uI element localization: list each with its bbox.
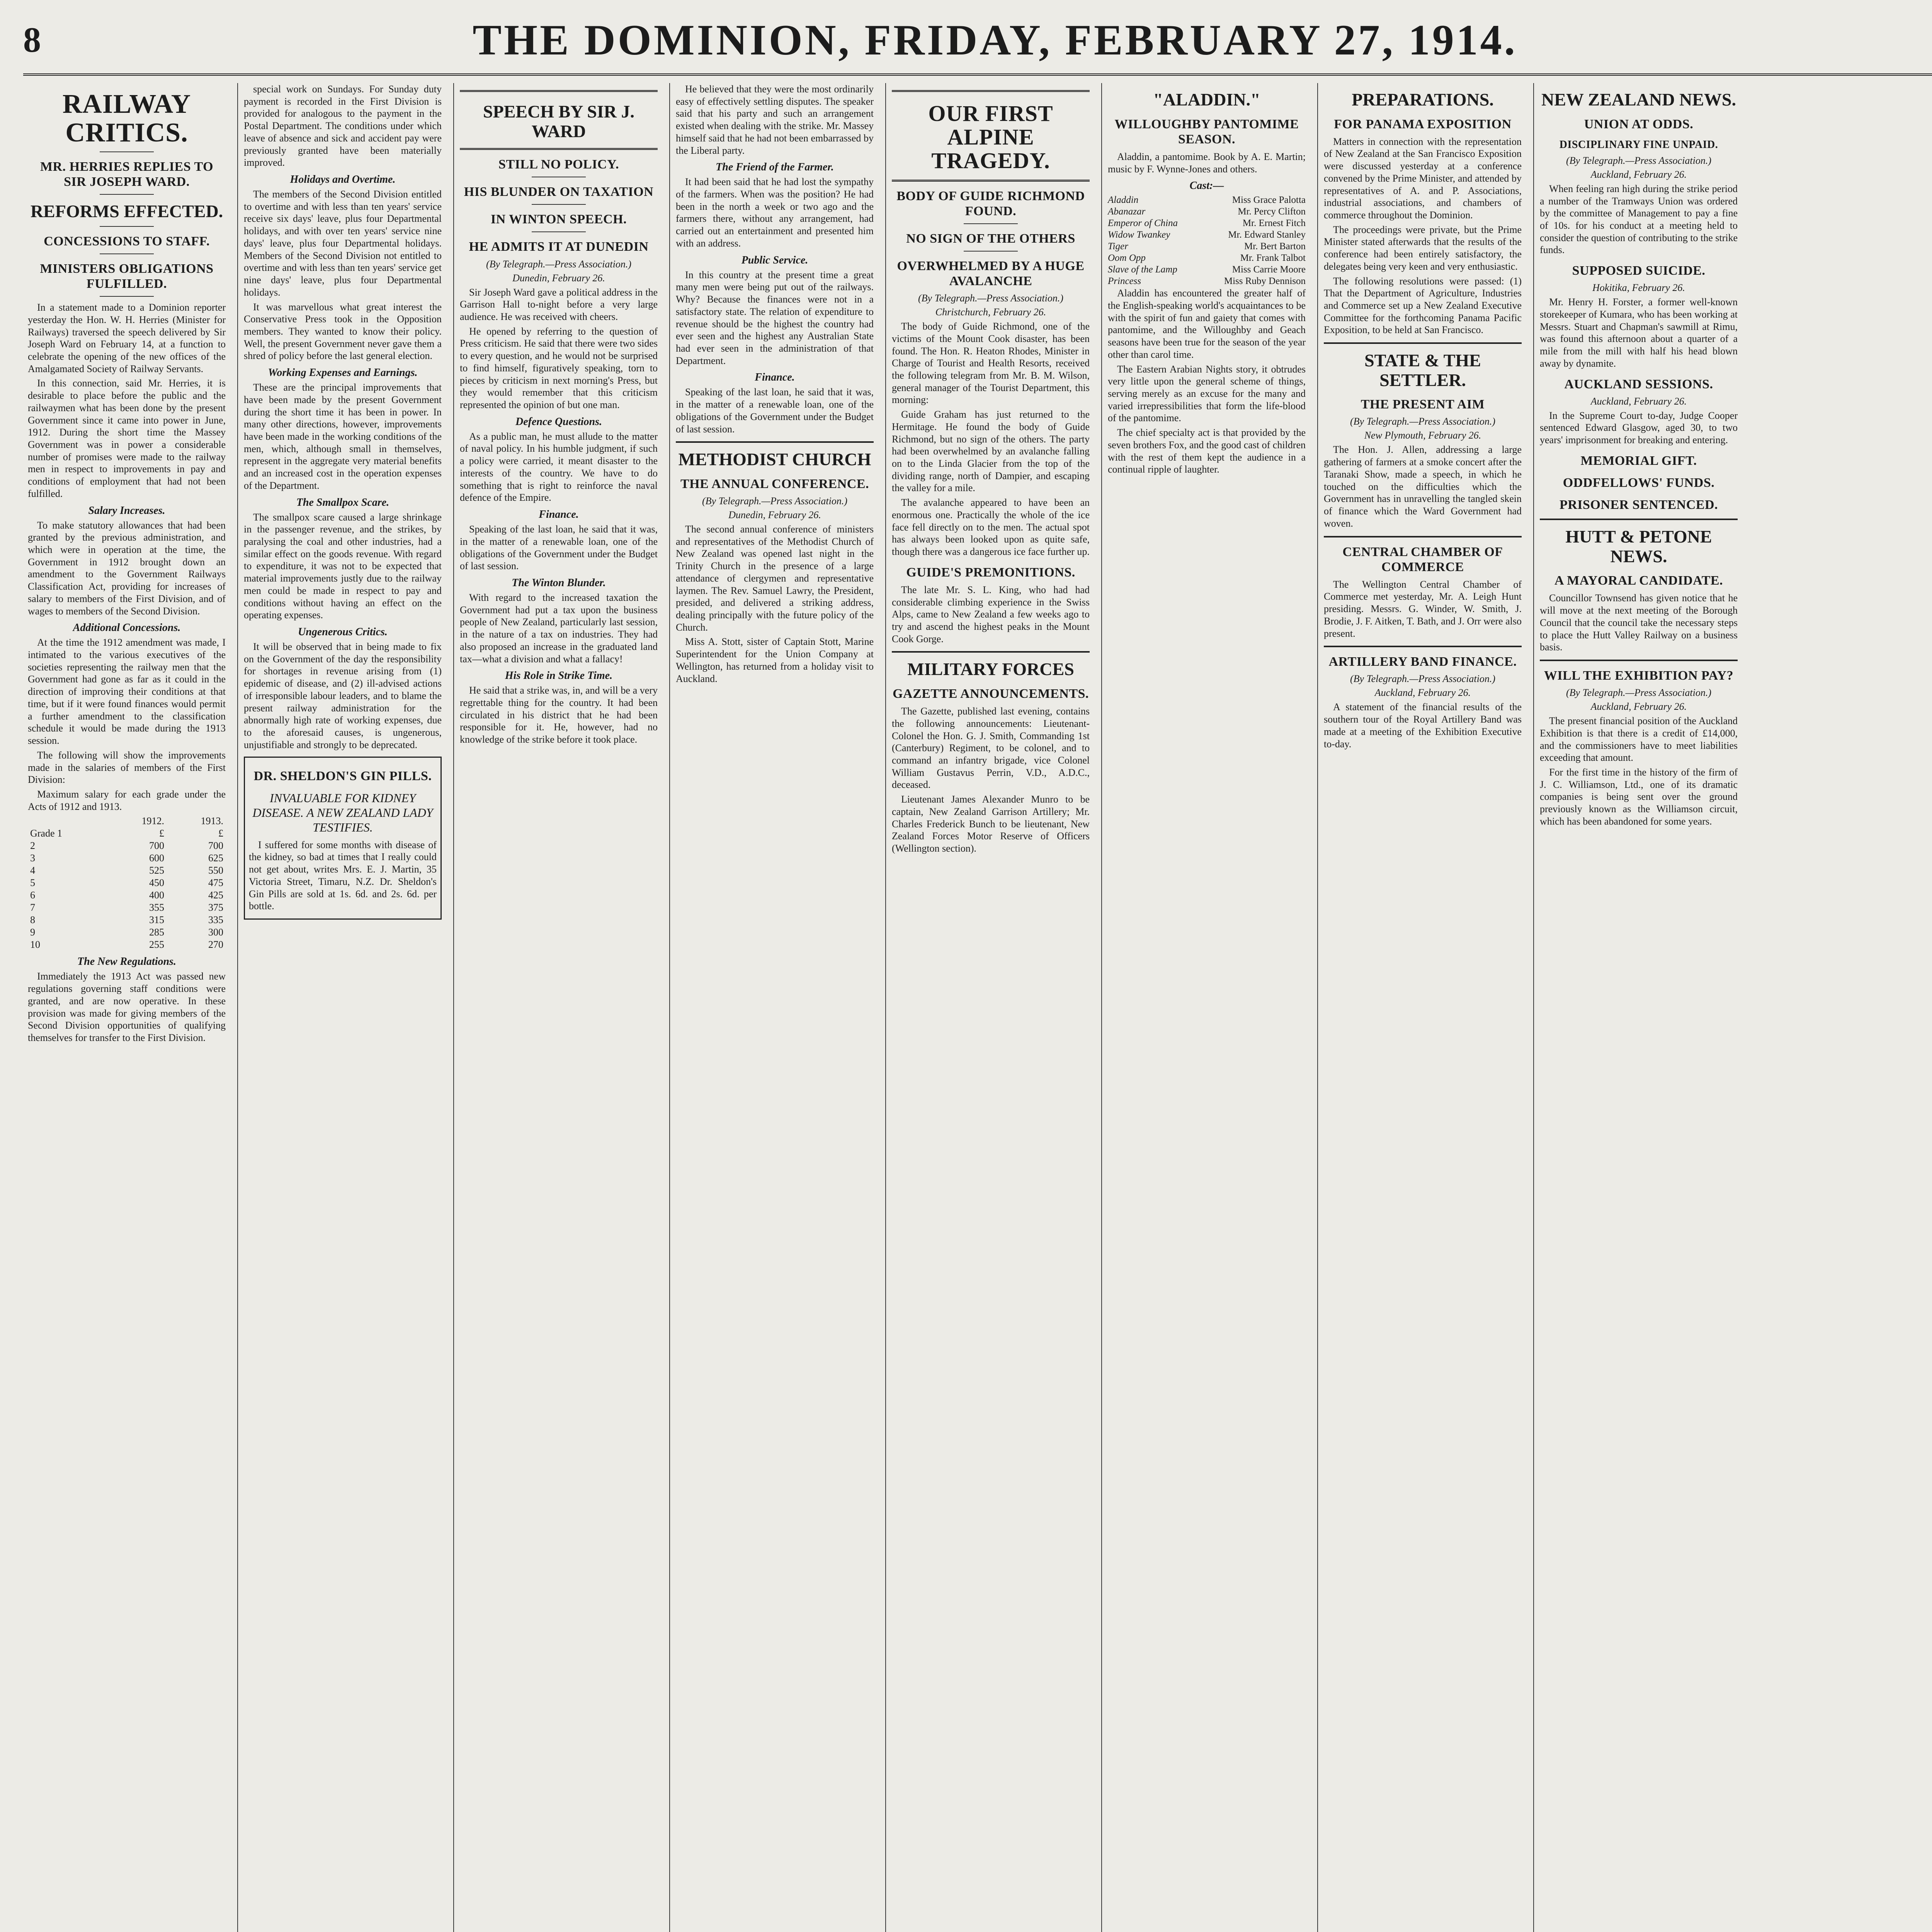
paragraph: Lieutenant James Alexander Munro to be captain, New Zealand Garrison Artillery; Mr. Charles Frederick Bunch to be lieutenant, New Zealand Forces Motor Reserve of Officers (Wellington section).	[892, 794, 1090, 854]
section-subhead: The Friend of the Farmer.	[716, 161, 834, 173]
paragraph: At the time the 1912 amendment was made, I intimated to the various executives of the societies representing the railway men that the Government had gone as far as it could in the direction of improving their conditions at that time, but if it were found finances would permit a further amendment to the classification schedule it would be made during the 1913 session.	[28, 637, 226, 747]
subhead: MINISTERS OBLIGATIONS FULFILLED.	[40, 261, 214, 291]
table-cell: 10	[30, 939, 40, 951]
byline: (By Telegraph.—Press Association.)	[486, 258, 632, 270]
column-aladdin	[1103, 83, 1310, 1932]
cast-line	[1108, 264, 1306, 276]
headline-military-forces: MILITARY FORCES	[907, 659, 1074, 679]
paragraph: Speaking of the last loan, he said that it was, in the matter of a renewable loan, one of the obligations of the Government under the Budget of last session.	[676, 386, 874, 435]
subhead: ODDFELLOWS' FUNDS.	[1563, 475, 1715, 490]
paragraph: The Gazette, published last evening, contains the following announcements: Lieutenant-Colonel the Hon. G. J. Smith, Commanding 1st (Canterbury) Regiment, to be colonel, and to command an infantry brigade, vice Colonel William Gustavus Perrin, V.D., A.D.C., deceased.	[892, 706, 1090, 791]
table-cell: 700	[149, 840, 165, 852]
table-cell: 7	[30, 902, 35, 913]
salary-table	[28, 815, 226, 951]
paragraph: Aladdin, a pantomime. Book by A. E. Martin; music by F. Wynne-Jones and others.	[1108, 151, 1306, 175]
paragraph: In a statement made to a Dominion reporter yesterday the Hon. W. H. Herries (Minister for Railways) traversed the speech delivered by Sir Joseph Ward on February 14, at a function to celebrate the opening of the new offices of the Amalgamated Society of Railway Servants.	[28, 302, 226, 374]
table-cell: 6	[30, 889, 35, 901]
paragraph: The second annual conference of ministers and representatives of the Methodist Church of New Zealand was opened last night in the Trinity Church in the presence of a large attendance of clergymen and representative laymen. The Rev. Samuel Lawry, the President, presided, and delivered a striking address, dealing principally with the future policy of the Church.	[676, 523, 874, 633]
subhead: FOR PANAMA EXPOSITION	[1334, 117, 1512, 131]
dateline: Auckland, February 26.	[1590, 168, 1687, 180]
table-row	[28, 914, 226, 926]
subhead: THE PRESENT AIM	[1361, 397, 1485, 412]
cast-role: Slave of the Lamp	[1108, 264, 1177, 275]
section-divider	[1324, 536, 1522, 537]
cast-line	[1108, 206, 1306, 218]
table-cell: 1912.	[141, 815, 165, 827]
paragraph: He said that a strike was, in, and will be a very regrettable thing for the country. It had been circulated in his district that he had been responsible for it. He, however, had no knowledge of the strike before it took place.	[460, 685, 658, 745]
byline: (By Telegraph.—Press Association.)	[1350, 416, 1496, 427]
headline-ward-speech: SPEECH BY SIR J. WARD	[483, 102, 634, 141]
subhead: STILL NO POLICY.	[498, 157, 619, 172]
section-subhead: His Role in Strike Time.	[505, 670, 613, 682]
dateline: New Plymouth, February 26.	[1364, 430, 1481, 441]
section-subhead: Salary Increases.	[88, 504, 165, 517]
byline: (By Telegraph.—Press Association.)	[918, 293, 1064, 304]
table-cell: £	[218, 828, 223, 839]
section-divider	[1324, 342, 1522, 344]
column-alpine-tragedy	[887, 83, 1094, 1932]
subhead: HE ADMITS IT AT DUNEDIN	[469, 240, 649, 254]
cast-role: Aladdin	[1108, 195, 1139, 206]
section-divider	[1540, 660, 1738, 661]
divider	[100, 194, 154, 195]
cast-actor: Mr. Percy Clifton	[1238, 206, 1306, 217]
subhead: PRISONER SENTENCED.	[1559, 498, 1718, 512]
paragraph: The body of Guide Richmond, one of the victims of the Mount Cook disaster, has been found. The Hon. R. Heaton Rhodes, Minister in Charge of Tourist and Health Resorts, received the following telegram from Mr. B. M. Wilson, general manager of the Tourist Department, this morning:	[892, 321, 1090, 406]
subhead: SUPPOSED SUICIDE.	[1572, 264, 1706, 278]
table-cell: 625	[208, 852, 223, 864]
dateline: Auckland, February 26.	[1590, 701, 1687, 713]
paragraph: Immediately the 1913 Act was passed new regulations governing staff conditions were granted, and are now operative. In these provision was made for giving members of the Second Division opportunities of qualifying themselves for transfer to the First Division.	[28, 971, 226, 1043]
column-railway-critics	[23, 83, 230, 1932]
paragraph: A statement of the financial results of the southern tour of the Royal Artillery Band was made at a meeting of the Exhibition Executive to-day.	[1324, 701, 1522, 750]
paragraph: The proceedings were private, but the Prime Minister stated afterwards that the results of the conference had been entirely satisfactory, the delegates being very keen and very enthusiastic.	[1324, 224, 1522, 272]
table-cell: 400	[149, 889, 165, 901]
cast-list	[1108, 194, 1306, 287]
subhead: OVERWHELMED BY A HUGE AVALANCHE	[897, 259, 1085, 289]
paragraph: It was marvellous what great interest the Conservative Press took in the Opposition members. They wanted to know their policy. Well, the present Government never gave them a shred of policy before the last general election.	[244, 301, 442, 362]
subhead: A MAYORAL CANDIDATE.	[1554, 573, 1723, 588]
paragraph: Aladdin has encountered the greater half of the English-speaking world's acquaintances to be with the spirit of fun and gaiety that comes with pantomime, and the Willoughby and Geach seasons have been true for the season of the year other than carol time.	[1108, 287, 1306, 360]
section-subhead: The Winton Blunder.	[512, 577, 606, 589]
table-cell: 425	[208, 889, 223, 901]
byline: (By Telegraph.—Press Association.)	[1566, 155, 1712, 166]
headline-box	[460, 90, 658, 150]
paragraph: To make statutory allowances that had been granted by the previous administration, and which were in operation at the time, the Government in 1912 brought down an amendment to the Government Railways Classification Act, providing for increases of salary to members of the First Division, and of wages to members of the Second Division.	[28, 519, 226, 617]
masthead	[23, 8, 1932, 76]
paragraph: Mr. Henry H. Forster, a former well-known storekeeper of Kumara, who has been working at Messrs. Stuart and Chapman's sawmill at Rimu, was found this afternoon about a quarter of a mile from the mill with half his head blown away by dynamite.	[1540, 296, 1738, 369]
paragraph: The smallpox scare caused a large shrinkage in the passenger revenue, and the strikes, by paralysing the coal and other industries, had a similar effect on the goods revenue. With regard to expenditure, it was not to be expected that material improvements justly due to the railway men could be made in respect to pay and conditions without having an effect on the operating expenses.	[244, 511, 442, 621]
dateline: Dunedin, February 26.	[512, 272, 605, 284]
table-cell: 2	[30, 840, 35, 852]
table-cell: 8	[30, 914, 35, 926]
divider	[100, 226, 154, 227]
paragraph: Sir Joseph Ward gave a political address in the Garrison Hall to-night before a very large audience. He was received with cheers.	[460, 286, 658, 322]
section-subhead: Holidays and Overtime.	[290, 173, 396, 186]
headline-railway-critics: RAILWAY CRITICS.	[62, 89, 191, 148]
headline-preparations: PREPARATIONS.	[1352, 90, 1494, 109]
paragraph: He believed that they were the most ordinarily easy of effectively settling disputes. The speaker said that his party and such an arrangement existed when dealing with the strike. Mr. Massey himself said that he had not been embarrassed by the Liberal party.	[676, 83, 874, 156]
section-divider	[1324, 646, 1522, 647]
cast-role: Princess	[1108, 276, 1141, 287]
paragraph: The following resolutions were passed: (1) That the Department of Agriculture, Industries and Commerce set up a New Zealand Executive Committee for the forthcoming Panama Pacific Exposition, to be held at San Francisco.	[1324, 275, 1522, 336]
section-subhead: The New Regulations.	[77, 956, 176, 968]
table-cell: 1913.	[201, 815, 223, 827]
headline-alpine-tragedy: OUR FIRST ALPINE TRAGEDY.	[928, 101, 1053, 173]
cast-actor: Mr. Frank Talbot	[1240, 253, 1306, 264]
column-rule	[1317, 83, 1318, 1932]
table-cell: 700	[208, 840, 223, 852]
table-cell: £	[159, 828, 165, 839]
headline-guides-premonitions: GUIDE'S PREMONITIONS.	[906, 565, 1075, 580]
headline-hutt-petone: HUTT & PETONE NEWS.	[1565, 527, 1712, 566]
table-row	[28, 852, 226, 864]
table-cell: 550	[208, 865, 223, 876]
headline-box	[892, 90, 1090, 182]
divider	[964, 251, 1018, 252]
dateline: Auckland, February 26.	[1590, 395, 1687, 407]
table-row	[28, 926, 226, 939]
column-rule	[453, 83, 454, 1932]
table-row	[28, 827, 226, 840]
paragraph: Miss A. Stott, sister of Captain Stott, Marine Superintendent for the Union Company at Wellington, has returned from a holiday visit to Auckland.	[676, 636, 874, 684]
table-row	[28, 840, 226, 852]
dateline: Dunedin, February 26.	[728, 509, 821, 520]
table-row	[28, 939, 226, 951]
subhead: GAZETTE ANNOUNCEMENTS.	[893, 687, 1089, 701]
headline-methodist-church: METHODIST CHURCH	[678, 449, 871, 469]
paragraph: In the Supreme Court to-day, Judge Cooper sentenced Edward Glasgow, aged 30, to two years' imprisonment for breaking and entering.	[1540, 410, 1738, 446]
section-subhead: The Smallpox Scare.	[296, 496, 389, 509]
column-rule	[1533, 83, 1534, 1932]
cast-actor: Miss Carrie Moore	[1232, 264, 1306, 275]
columns	[23, 83, 1932, 1932]
table-cell: 375	[208, 902, 223, 913]
cast-line	[1108, 218, 1306, 229]
paragraph: These are the principal improvements that have been made by the present Government during the short time it has been in power. In many other directions, however, improvements have been made in the working conditions of the men, which, although small in themselves, represent in the aggregate very material benefits and an increased cost in the operation expenses of the Department.	[244, 382, 442, 491]
paragraph: He opened by referring to the question of Press criticism. He said that there were two sides to every question, and he would not be surprised to find himself, figuratively speaking, torn to pieces by criticism in next morning's Press, but they would remember that this criticism represented the opinion of but one man.	[460, 325, 658, 411]
column-rule	[885, 83, 886, 1932]
divider	[100, 296, 154, 297]
paragraph: The Hon. J. Allen, addressing a large gathering of farmers at a smoke concert after the Taranaki Show, made a speech, in which he touched on the difficulties which the Government has in unravelling the tangled skein of finance which the Ward Government had woven.	[1324, 444, 1522, 529]
table-row	[28, 901, 226, 914]
byline: (By Telegraph.—Press Association.)	[1566, 687, 1712, 699]
paragraph: As a public man, he must allude to the matter of naval policy. In his humble judgment, if such a policy were carried, it meant disaster to the interests of the country. We have to do something that is right to reinforce the naval defence of the Empire.	[460, 430, 658, 503]
table-cell: 355	[149, 902, 165, 913]
column-railway-continued	[239, 83, 446, 1932]
cast-actor: Mr. Bert Barton	[1244, 241, 1306, 252]
newspaper-title: THE DOMINION, FRIDAY, FEBRUARY 27, 1914.	[473, 16, 1517, 64]
page-number: 8	[23, 20, 41, 60]
subhead: MEMORIAL GIFT.	[1580, 453, 1697, 468]
column-rule	[1101, 83, 1102, 1932]
table-cell: 270	[208, 939, 223, 951]
table-cell: 335	[208, 914, 223, 926]
table-cell: 9	[30, 927, 35, 938]
subhead: BODY OF GUIDE RICHMOND FOUND.	[896, 189, 1085, 218]
column-rule	[669, 83, 670, 1932]
cast-actor: Mr. Edward Stanley	[1228, 230, 1306, 240]
paragraph: The avalanche appeared to have been an enormous one. Practically the whole of the ice face fell directly on to the men. The actual spot has always been looked upon as quite safe, though there was a dangerous ice face further up.	[892, 497, 1090, 558]
paragraph: Maximum salary for each grade under the Acts of 1912 and 1913.	[28, 788, 226, 812]
subhead: CONCESSIONS TO STAFF.	[44, 234, 210, 248]
column-nz-news	[1535, 83, 1742, 1932]
cast-title: Cast:—	[1189, 180, 1224, 192]
cast-actor: Miss Ruby Dennison	[1224, 276, 1306, 287]
table-cell: 525	[149, 865, 165, 876]
byline: (By Telegraph.—Press Association.)	[1350, 673, 1496, 685]
table-cell: 600	[149, 852, 165, 864]
headline-state-settler: STATE & THE SETTLER.	[1364, 350, 1481, 390]
table-cell: 4	[30, 865, 35, 876]
paragraph: When feeling ran high during the strike period a number of the Tramways Union was ordered by the committee of Management to pay a fine of 10s. for his conduct at a meeting held to consider the question of contributing to the strike funds.	[1540, 183, 1738, 256]
cast-role: Emperor of China	[1108, 218, 1178, 229]
paragraph: With regard to the increased taxation the Government had put a tax upon the business people of New Zealand, particularly last session, in the nature of a tax on industries. They had also proposed an increase in the graduated land tax—what a division and what a fallacy!	[460, 592, 658, 665]
column-rule	[237, 83, 238, 1932]
cast-line	[1108, 194, 1306, 206]
headline-exhibition-pay: WILL THE EXHIBITION PAY?	[1544, 668, 1734, 683]
cast-actor: Miss Grace Palotta	[1232, 195, 1306, 206]
table-cell: 315	[149, 914, 165, 926]
paragraph: The present financial position of the Auckland Exhibition is that there is a credit of £14,000, and the commissioners have to meet liabilities exceeding that amount.	[1540, 715, 1738, 764]
column-ward-continued	[671, 83, 878, 1932]
paragraph: Matters in connection with the representation of New Zealand at the San Francisco Exposition were discussed yesterday at a conference convened by the Prime Minister, and attended by representatives of A. and P. Associations, industrial associations, and chambers of commerce throughout the Dominion.	[1324, 136, 1522, 221]
section-divider	[892, 651, 1090, 653]
headline-aladdin: "ALADDIN."	[1153, 90, 1260, 109]
cast-line	[1108, 276, 1306, 287]
divider	[532, 204, 586, 205]
table-cell: 450	[149, 877, 165, 889]
cast-line	[1108, 229, 1306, 241]
table-cell: 5	[30, 877, 35, 889]
subhead: THE ANNUAL CONFERENCE.	[680, 476, 869, 491]
table-row	[28, 864, 226, 877]
paragraph: special work on Sundays. For Sunday duty payment is recorded in the First Division is provided for analogous to the payment in the Postal Department. The conditions under which leave of absence and sick and accident pay were previously granted have been materially improved.	[244, 83, 442, 168]
divider	[100, 253, 154, 254]
subhead: REFORMS EFFECTED.	[30, 201, 223, 221]
dateline: Hokitika, February 26.	[1592, 282, 1685, 294]
byline: (By Telegraph.—Press Association.)	[702, 495, 848, 507]
paragraph: The chief specialty act is that provided by the seven brothers Fox, and the good cast of children with the rest of them kept the audience in a continual ripple of laughter.	[1108, 427, 1306, 475]
dateline: Christchurch, February 26.	[935, 306, 1046, 318]
subhead: MR. HERRIES REPLIES TO SIR JOSEPH WARD.	[40, 160, 214, 189]
section-subhead: Finance.	[539, 509, 579, 521]
section-subhead: Finance.	[755, 371, 795, 384]
paragraph: It will be observed that in being made to fix on the Government of the day the responsibility for shortages in revenue arising from (1) epidemic of disease, and (2) ill-advised actions of irresponsible labour leaders, and to blame the present railway administration for the abnormally high rate of working expenses, due to the aforesaid causes, is ungenerous, unjustifiable and strongly to be deprecated.	[244, 641, 442, 750]
cast-actor: Mr. Ernest Fitch	[1242, 218, 1306, 229]
cast-role: Oom Opp	[1108, 253, 1146, 264]
paragraph: The Eastern Arabian Nights story, it obtrudes very little upon the general scheme of things, serving merely as an excuse for the many and varied irrepressibilities that form the life-blood of the pantomime.	[1108, 363, 1306, 424]
paragraph: The Wellington Central Chamber of Commerce met yesterday, Mr. A. Leigh Hunt presiding. Messrs. G. Winder, W. Smith, J. Brodie, J. F. Aitken, T. Bath, and J. Orr were also present.	[1324, 578, 1522, 639]
headline-chamber-commerce: CENTRAL CHAMBER OF COMMERCE	[1342, 544, 1503, 574]
table-row	[28, 889, 226, 901]
cast-line	[1108, 252, 1306, 264]
table-cell: Grade 1	[30, 828, 63, 839]
paragraph: For the first time in the history of the firm of J. C. Williamson, Ltd., one of its dramatic companies is being sent over the ground previously known as the Williamson circuit, which has been abandoned for some years.	[1540, 766, 1738, 827]
table-cell: 255	[149, 939, 165, 951]
table-header-row	[28, 815, 226, 827]
paragraph: Speaking of the last loan, he said that it was, in the matter of a renewable loan, one of the obligations of the Government under the Budget of last session.	[460, 524, 658, 572]
paragraph: In this connection, said Mr. Herries, it is desirable to place before the public and the railwaymen what has been done by the present Government since it came into power in June, 1912. During the short time the Massey Government was in power a considerable number of promises were made to the railway men in respect to improvements in pay and conditions of employment that had not been fulfilled.	[28, 378, 226, 499]
column-preparations	[1319, 83, 1526, 1932]
section-subhead: Defence Questions.	[515, 415, 602, 428]
table-cell: 3	[30, 852, 35, 864]
gin-pills-advert	[244, 757, 442, 920]
section-subhead: Public Service.	[741, 254, 808, 266]
paragraph: Councillor Townsend has given notice that he will move at the next meeting of the Borough Council that the council take the necessary steps to place the Hutt Valley Railway on a business basis.	[1540, 592, 1738, 653]
paragraph: The following will show the improvements made in the salaries of members of the First Division:	[28, 749, 226, 786]
paragraph: The members of the Second Division entitled to overtime and with less than ten years' service receive six days' leave, plus four Departmental holidays, and with over ten years' service nine days' leave, plus four Departmental holidays. Members of the Second Division not entitled to overtime and with less than ten years' service get nine days' leave, plus four Departmental holidays.	[244, 189, 442, 298]
divider	[964, 223, 1018, 224]
subhead: AUCKLAND SESSIONS.	[1564, 377, 1713, 391]
cast-role: Widow Twankey	[1108, 230, 1170, 240]
headline-nz-news: NEW ZEALAND NEWS.	[1541, 90, 1736, 109]
advert-body: I suffered for some months with disease of the kidney, so bad at times that I really could not get about, writes Mrs. E. J. Martin, 35 Victoria Street, Timaru, N.Z. Dr. Sheldon's Gin Pills are sold at 1s. 6d. and 2s. 6d. per bottle.	[249, 839, 437, 912]
column-ward-speech	[455, 83, 662, 1932]
headline-artillery-band: ARTILLERY BAND FINANCE.	[1328, 655, 1517, 669]
divider	[100, 151, 154, 152]
subhead: WILLOUGHBY PANTOMIME SEASON.	[1114, 117, 1299, 146]
dateline: Auckland, February 26.	[1374, 687, 1471, 699]
paragraph: It had been said that he had lost the sympathy of the farmers. When was the position? He had been in the north a week or two ago and the farmers there, without any arrangement, had carried out an entertainment and presented him with an address.	[676, 176, 874, 249]
subhead: DISCIPLINARY FINE UNPAID.	[1559, 138, 1718, 151]
section-subhead: Working Expenses and Earnings.	[268, 367, 418, 379]
subhead: HIS BLUNDER ON TAXATION	[464, 185, 654, 199]
table-cell: 285	[149, 927, 165, 938]
divider	[532, 231, 586, 232]
section-divider	[1540, 519, 1738, 520]
subhead: NO SIGN OF THE OTHERS	[906, 231, 1075, 246]
cast-line	[1108, 241, 1306, 252]
subhead: IN WINTON SPEECH.	[490, 212, 627, 227]
table-row	[28, 877, 226, 889]
table-cell: 475	[208, 877, 223, 889]
section-subhead: Additional Concessions.	[73, 622, 181, 634]
table-cell: 300	[208, 927, 223, 938]
paragraph: Guide Graham has just returned to the Hermitage. He found the body of Guide Richmond, but no sign of the others. The party had been overwhelmed by an avalanche falling on to the Linda Glacier from the top of the dividing range, north of Dampier, and escaping the valley for a mile.	[892, 409, 1090, 494]
section-subhead: Ungenerous Critics.	[298, 626, 388, 638]
advert-subhead: INVALUABLE FOR KIDNEY DISEASE. A NEW ZEALAND LADY TESTIFIES.	[252, 791, 433, 835]
subhead: UNION AT ODDS.	[1584, 117, 1694, 131]
cast-role: Tiger	[1108, 241, 1128, 252]
section-divider	[676, 441, 874, 443]
cast-role: Abanazar	[1108, 206, 1146, 217]
advert-headline: DR. SHELDON'S GIN PILLS.	[253, 769, 432, 783]
paragraph: The late Mr. S. L. King, who had had considerable climbing experience in the Swiss Alps, came to New Zealand a few weeks ago to try and ascend the highest peaks in the Mount Cook Gorge.	[892, 584, 1090, 645]
paragraph: In this country at the present time a great many men were being put out of the railways. Why? Because the finances were not in a satisfactory state. The relation of expenditure to revenue should be the highest the country had ever seen and the highest any Australian State had ever seen in the administration of that Department.	[676, 269, 874, 366]
table-cell	[28, 815, 107, 827]
